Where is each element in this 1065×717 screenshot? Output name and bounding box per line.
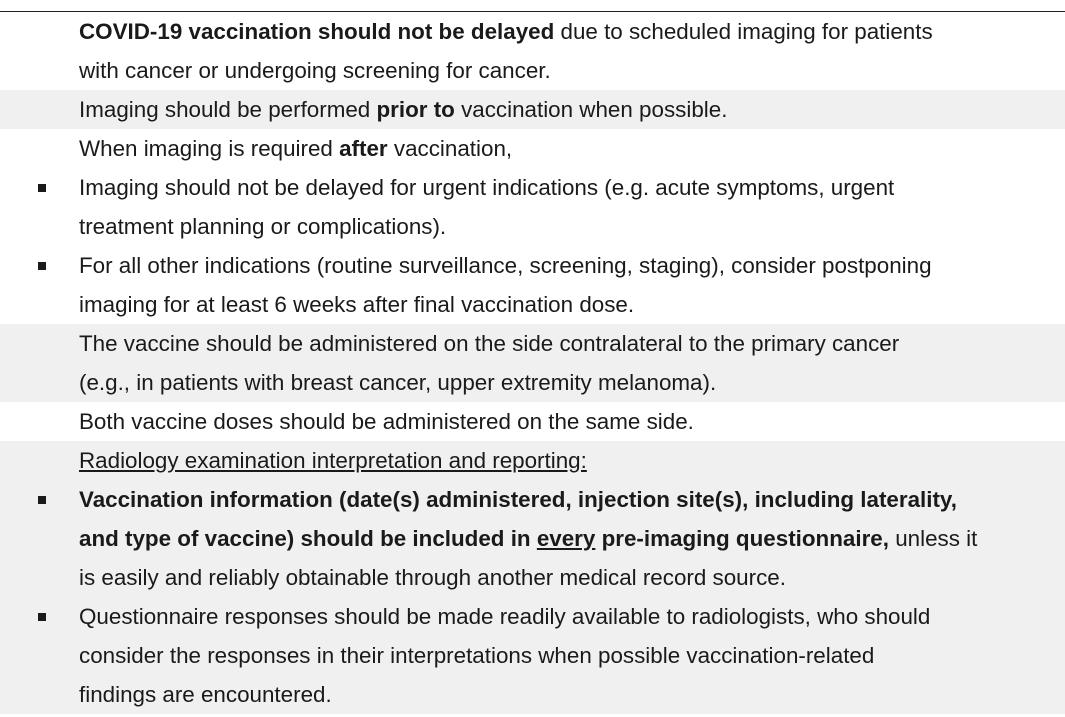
- row-line: with cancer or undergoing screening for cancer.: [79, 58, 551, 83]
- bold-phrase: after: [339, 136, 388, 161]
- square-bullet-icon: [38, 496, 46, 504]
- row-line: [0, 90, 1065, 129]
- row-contralateral-side: [0, 324, 1065, 402]
- bullet-line: [0, 480, 1065, 519]
- row-line: [0, 519, 1065, 558]
- bold-phrase: COVID-19 vaccination should not be delayed: [79, 19, 555, 44]
- underlined-bold-word: every: [536, 526, 596, 551]
- text-span: vaccination,: [387, 136, 513, 161]
- text-span: For all other indications (routine surveillance, screening, staging), consider postponing: [79, 253, 932, 278]
- bullet-line: [0, 246, 1065, 285]
- text-span: Questionnaire responses should be made readily available to radiologists, who should: [79, 604, 931, 629]
- row-line: imaging for at least 6 weeks after final vaccination dose.: [79, 292, 635, 317]
- text-span: vaccination when possible.: [454, 97, 728, 122]
- bold-phrase: Vaccination information (date(s) administered, injection site(s), including laterality,: [79, 487, 957, 512]
- recommendations-table: [0, 12, 1065, 714]
- bullet-line: [0, 597, 1065, 636]
- text-span: due to scheduled imaging for patients: [554, 19, 933, 44]
- row-line: findings are encountered.: [79, 682, 332, 707]
- square-bullet-icon: [38, 613, 46, 621]
- bold-phrase: and type of vaccine) should be included in: [79, 526, 537, 551]
- row-line: [0, 441, 1065, 480]
- square-bullet-icon: [38, 262, 46, 270]
- bullet-line: [0, 168, 1065, 207]
- square-bullet-icon: [38, 184, 46, 192]
- row-line: Both vaccine doses should be administered on the same side.: [79, 409, 694, 434]
- bold-phrase: prior to: [376, 97, 455, 122]
- row-imaging-prior: [0, 90, 1065, 129]
- row-radiology-reporting: [0, 441, 1065, 714]
- section-heading: Radiology examination interpretation and reporting:: [79, 448, 587, 473]
- row-line: [0, 129, 1065, 168]
- text-span: Imaging should not be delayed for urgent indications (e.g. acute symptoms, urgent: [79, 175, 895, 200]
- row-vaccination-not-delayed: [0, 12, 1065, 90]
- row-line: The vaccine should be administered on the side contralateral to the primary cancer: [79, 331, 900, 356]
- row-line: consider the responses in their interpretations when possible vaccination-related: [79, 643, 875, 668]
- text-span: Imaging should be performed: [79, 97, 377, 122]
- row-line: (e.g., in patients with breast cancer, upper extremity melanoma).: [79, 370, 717, 395]
- bold-phrase: pre-imaging questionnaire,: [595, 526, 889, 551]
- row-same-side: [0, 402, 1065, 441]
- text-span: unless it: [888, 526, 978, 551]
- row-line: is easily and reliably obtainable through another medical record source.: [79, 565, 786, 590]
- text-span: When imaging is required: [79, 136, 340, 161]
- row-line: [0, 12, 1065, 51]
- row-imaging-after: [0, 129, 1065, 324]
- row-line: treatment planning or complications).: [79, 214, 447, 239]
